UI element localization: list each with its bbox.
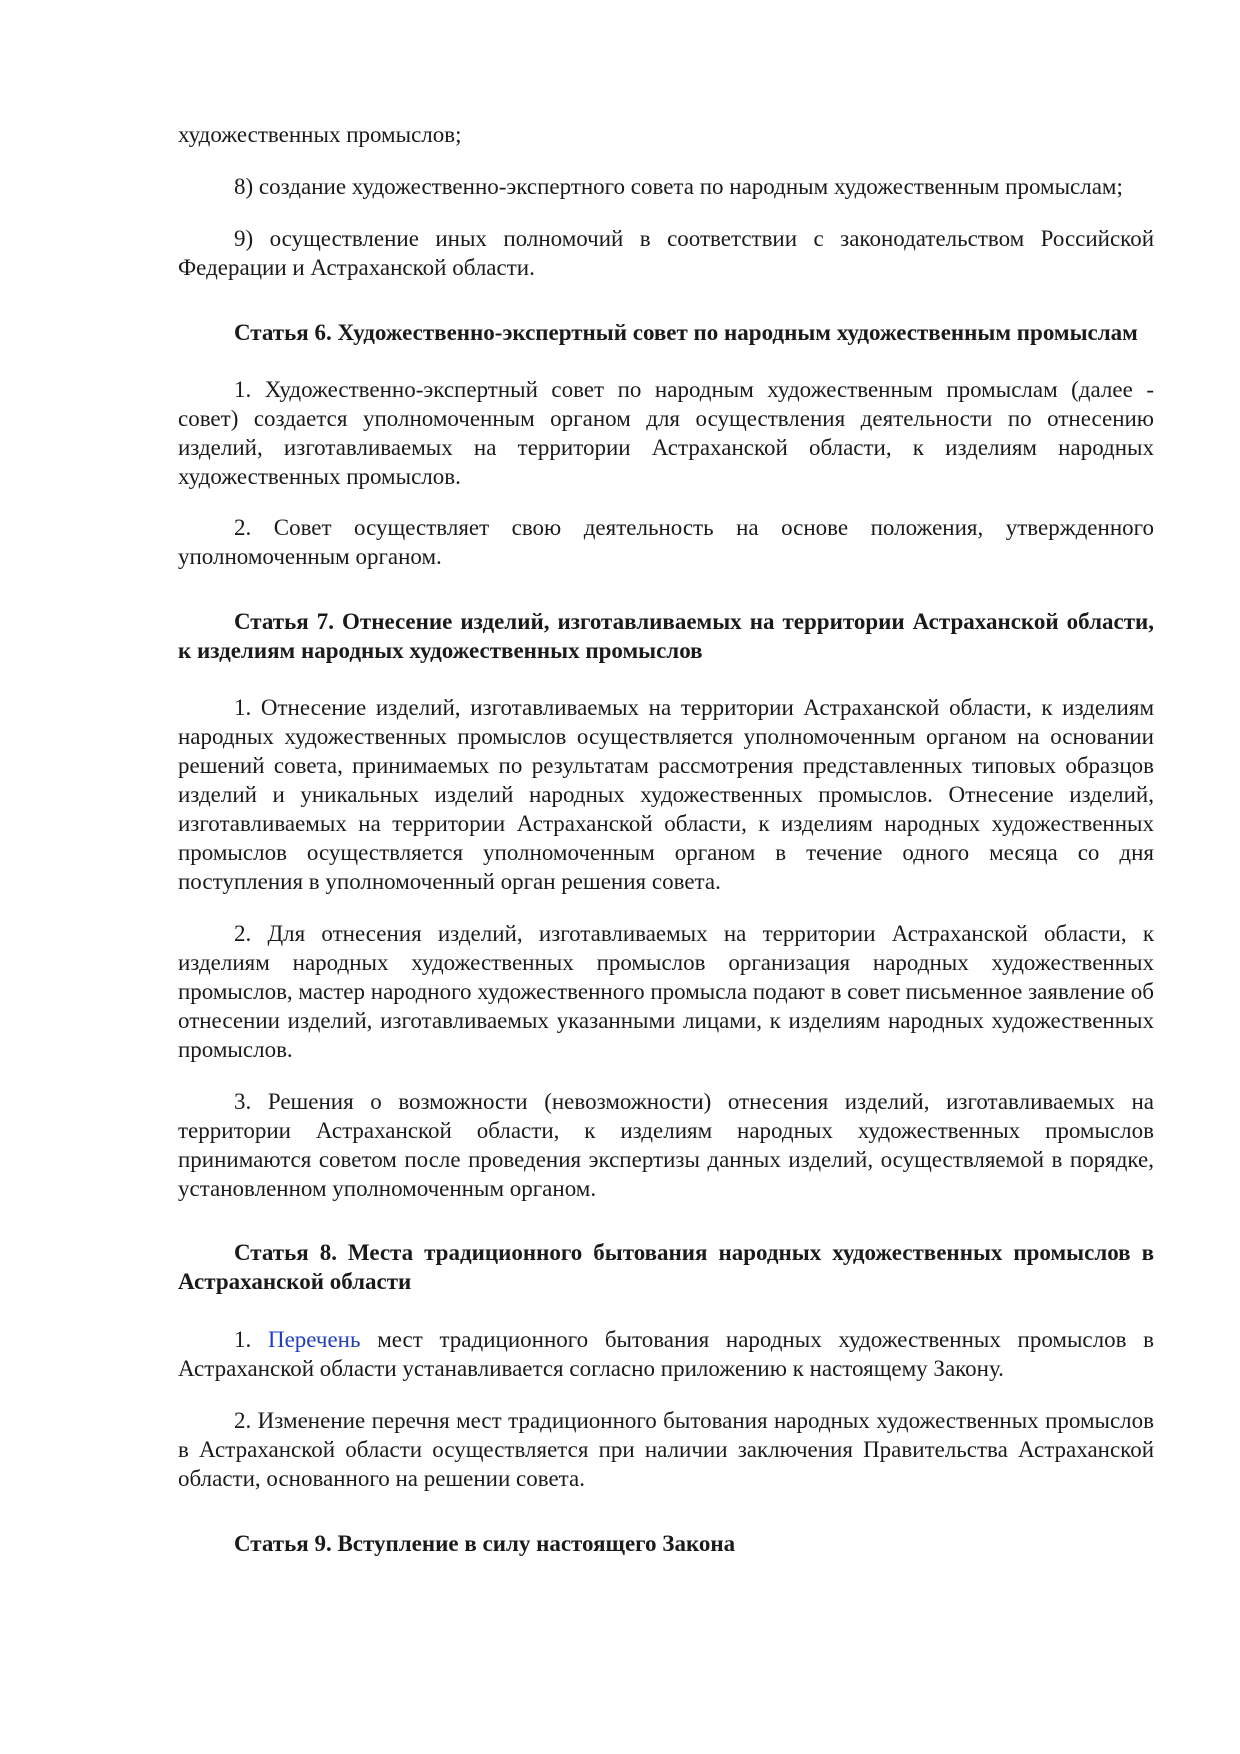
article-8-heading: Статья 8. Места традиционного бытования народных художественных промыслов в Астраханской области <box>178 1240 1154 1294</box>
article-9-heading: Статья 9. Вступление в силу настоящего Закона <box>234 1531 736 1556</box>
list-item-8: 8) создание художественно-экспертного совета по народным художественным промыслам; <box>234 174 1123 199</box>
document-body <box>178 120 1154 1558</box>
article-8-paragraph-2: 2. Изменение перечня мест традиционного бытования народных художественных промыслов в Астраханской области осуществляется при наличии заключения Правительства Астраханской области, основанного на решении совета. <box>178 1408 1154 1491</box>
article-6-heading: Статья 6. Художественно-экспертный совет по народным художественным промыслам <box>234 320 1138 345</box>
list-item-9: 9) осуществление иных полномочий в соответствии с законодательством Российской Федерации и Астраханской области. <box>178 226 1154 280</box>
article-7-paragraph-2: 2. Для отнесения изделий, изготавливаемых на территории Астраханской области, к изделиям народных художественных промыслов организация народных художественных промыслов, мастер народного художественного промысла подают в совет письменное заявление об отнесении изделий, изготавливаемых указанными лицами, к изделиям народных художественных промыслов. <box>178 921 1154 1062</box>
article-8-paragraph-1-text: мест традиционного бытования народных художественных промыслов в Астраханской области устанавливается согласно приложению к настоящему Закону. <box>178 1327 1155 1381</box>
article-6-paragraph-2: 2. Совет осуществляет свою деятельность на основе положения, утвержденного уполномоченным органом. <box>178 515 1154 569</box>
article-8-paragraph-1-number: 1. <box>234 1327 252 1352</box>
article-8-paragraph-1 <box>178 1325 1154 1383</box>
article-7-paragraph-3: 3. Решения о возможности (невозможности) отнесения изделий, изготавливаемых на территории Астраханской области, к изделиям народных художественных промыслов принимаются советом после проведения экспертизы данных изделий, осуществляемой в порядке, установленном уполномоченным органом. <box>178 1089 1154 1201</box>
article-6-paragraph-1: 1. Художественно-экспертный совет по народным художественным промыслам (далее - совет) создается уполномоченным органом для осуществления деятельности по отнесению изделий, изготавливаемых на территории Астраханской области, к изделиям народных художественных промыслов. <box>178 377 1154 489</box>
perechen-link[interactable]: Перечень <box>267 1327 361 1352</box>
article-7-paragraph-1: 1. Отнесение изделий, изготавливаемых на территории Астраханской области, к изделиям народных художественных промыслов осуществляется уполномоченным органом на основании решений совета, принимаемых по результатам рассмотрения представленных типовых образцов изделий и уникальных изделий народных художественных промыслов. Отнесение изделий, изготавливаемых на территории Астраханской области, к изделиям народных художественных промыслов осуществляется уполномоченным органом в течение одного месяца со дня поступления в уполномоченный орган решения совета. <box>178 695 1154 894</box>
intro-tail-text: художественных промыслов; <box>178 122 462 147</box>
article-7-heading: Статья 7. Отнесение изделий, изготавливаемых на территории Астраханской области, к изделиям народных художественных промыслов <box>178 609 1154 663</box>
